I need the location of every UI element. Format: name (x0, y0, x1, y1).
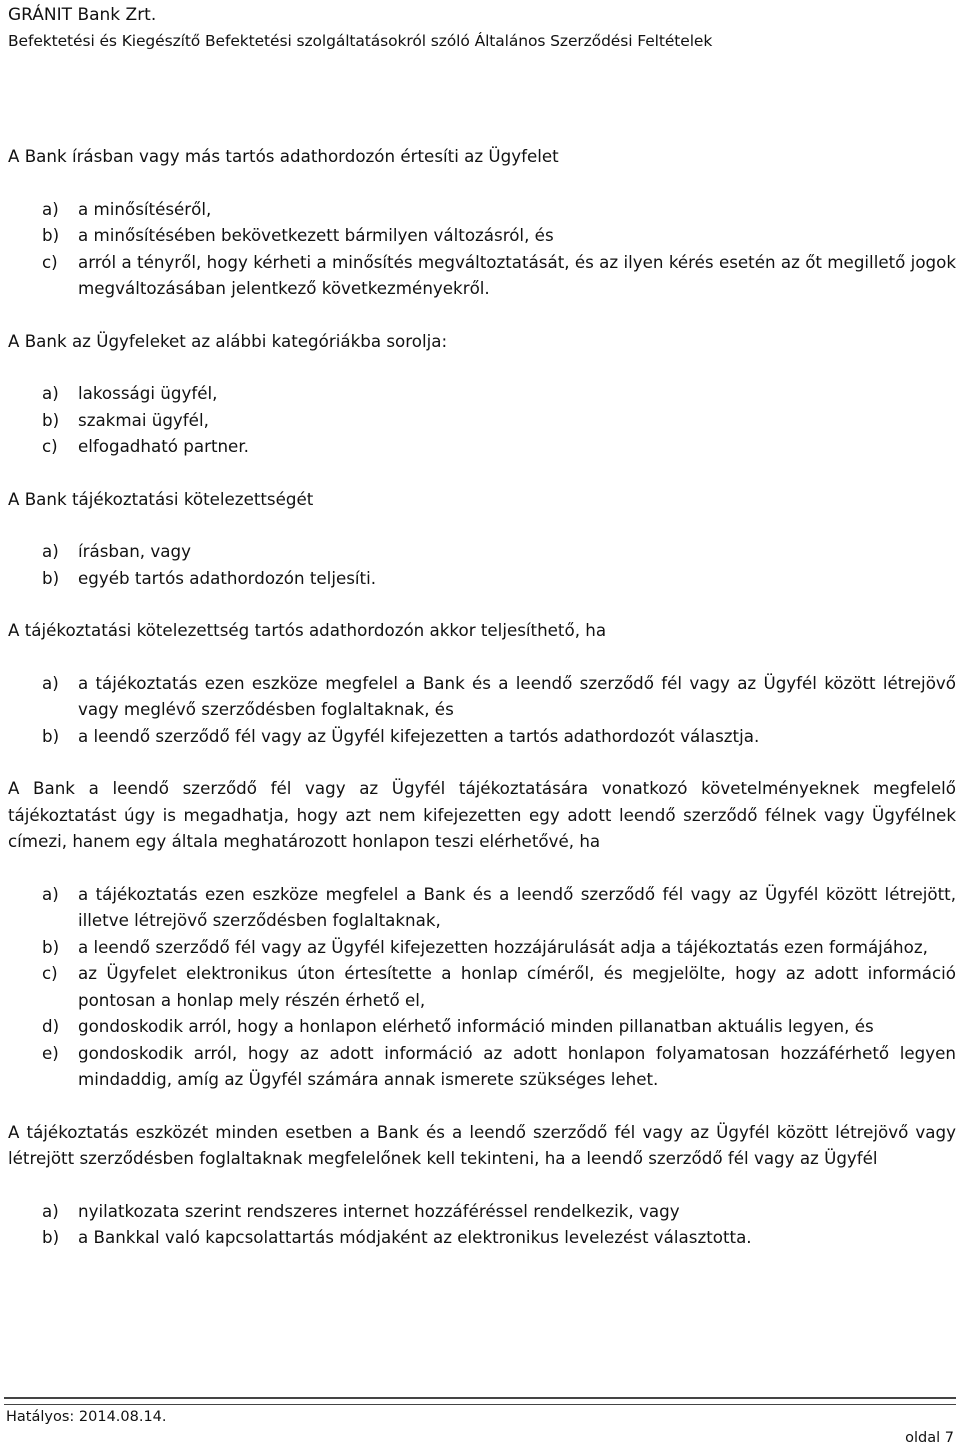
list-item-text: elfogadható partner. (78, 436, 249, 456)
list-item (8, 380, 956, 407)
list-item-text: gondoskodik arról, hogy az adott információ az adott honlapon folyamatosan hozzáférhető legyen mindaddig, amíg az Ügyfél számára annak ismerete szükséges lehet. (78, 1042, 956, 1089)
list-item-text: a tájékoztatás ezen eszköze megfelel a Bank és a leendő szerződő fél vagy az Ügyfél között létrejött, illetve létrejövő szerződésben foglaltaknak, (78, 883, 956, 930)
list-item (8, 723, 956, 750)
list-item (8, 565, 956, 592)
list-information-duty (8, 538, 956, 591)
list-item (8, 433, 956, 460)
list-item-marker: d) (42, 1016, 60, 1036)
list-item-text: a tájékoztatás ezen eszköze megfelel a Bank és a leendő szerződő fél vagy az Ügyfél között létrejövő vagy meglévő szerződésben foglaltaknak, és (78, 672, 956, 719)
list-item-marker: b) (42, 725, 60, 746)
list-item (8, 1040, 956, 1093)
list-item-marker: e) (42, 1042, 59, 1063)
list-item-text: a Bankkal való kapcsolattartás módjaként az elektronikus levelezést választotta. (78, 1227, 752, 1247)
list-item-marker: a) (42, 1200, 59, 1221)
list-item-text: a minősítéséről, (78, 198, 212, 219)
list-item-text: egyéb tartós adathordozón teljesíti. (78, 567, 377, 588)
list-item-marker: a) (42, 541, 59, 561)
list-item-text: gondoskodik arról, hogy a honlapon elérhető információ minden pillanatban aktuális legyen, és (78, 1016, 874, 1036)
list-item (8, 249, 956, 302)
list-item (8, 934, 956, 961)
footer-effective-date: Hatályos: 2014.08.14. (6, 1409, 167, 1425)
list-means-conditions (8, 1198, 956, 1251)
list-item-marker: b) (42, 1227, 60, 1247)
list-item-marker: c) (42, 436, 58, 456)
list-item-marker: a) (42, 383, 59, 403)
list-item (8, 1198, 956, 1225)
list-item-marker: b) (42, 936, 60, 957)
list-item-marker: b) (42, 225, 60, 245)
list-item-text: szakmai ügyfél, (78, 409, 209, 430)
list-item (8, 196, 956, 223)
paragraph-means: A tájékoztatás eszközét minden esetben a Bank és a leendő szerződő fél vagy az Ügyfél között létrejövő vagy létrejött szerződésben foglaltaknak megfelelőnek kell tekinteni, ha a leendő szerződő fél vagy az Ügyfél (8, 1121, 956, 1168)
list-item-marker: a) (42, 198, 59, 219)
list-item-text: a minősítésében bekövetkezett bármilyen változásról, és (78, 225, 554, 245)
list-item-marker: c) (42, 251, 58, 272)
list-item-marker: b) (42, 409, 60, 430)
footer-page-number: oldal 7 (905, 1430, 954, 1446)
list-item-text: nyilatkozata szerint rendszeres internet hozzáféréssel rendelkezik, vagy (78, 1200, 680, 1221)
list-item-marker: b) (42, 567, 60, 588)
list-item (8, 538, 956, 565)
list-item-text: lakossági ügyfél, (78, 383, 218, 403)
paragraph-information-duty: A Bank tájékoztatási kötelezettségét (8, 488, 314, 509)
list-client-categories (8, 380, 956, 460)
list-item (8, 1013, 956, 1040)
list-item-text: a leendő szerződő fél vagy az Ügyfél kifejezetten a tartós adathordozót választja. (78, 725, 760, 746)
list-item (8, 960, 956, 1013)
footer-divider (4, 1397, 956, 1405)
header-company: GRÁNIT Bank Zrt. (8, 5, 157, 25)
list-item (8, 881, 956, 934)
page-header (8, 2, 712, 54)
list-item-marker: c) (42, 963, 58, 983)
list-item-text: arról a tényről, hogy kérheti a minősítés megváltoztatását, és az ilyen kérés esetén az őt megillető jogok megváltozásában jelentkező következményekről. (78, 251, 956, 298)
list-item (8, 407, 956, 434)
list-notification-items (8, 196, 956, 302)
list-item (8, 670, 956, 723)
paragraph-website: A Bank a leendő szerződő fél vagy az Ügyfél tájékoztatására vonatkozó követelményeknek megfelelő tájékoztatást úgy is megadhatja, hogy azt nem kifejezetten egy adott leendő szerződő félnek vagy Ügyfélnek címezi, hanem egy általa meghatározott honlapon teszi elérhetővé, ha (8, 778, 956, 851)
list-website-conditions (8, 881, 956, 1093)
list-item-text: írásban, vagy (78, 541, 191, 561)
paragraph-notification: A Bank írásban vagy más tartós adathordozón értesíti az Ügyfelet (8, 146, 559, 166)
paragraph-categories: A Bank az Ügyfeleket az alábbi kategóriákba sorolja: (8, 330, 448, 351)
paragraph-durable-medium: A tájékoztatási kötelezettség tartós adathordozón akkor teljesíthető, ha (8, 620, 607, 640)
document-body (8, 143, 956, 1251)
list-durable-medium (8, 670, 956, 750)
list-item-text: a leendő szerződő fél vagy az Ügyfél kifejezetten hozzájárulását adja a tájékoztatás ezen formájához, (78, 936, 928, 957)
list-item (8, 1224, 956, 1251)
list-item (8, 222, 956, 249)
list-item-marker: a) (42, 883, 59, 904)
list-item-marker: a) (42, 672, 59, 693)
list-item-text: az Ügyfelet elektronikus úton értesítette a honlap címéről, és megjelölte, hogy az adott információ pontosan a honlap mely részén érhető el, (78, 963, 956, 1010)
header-title: Befektetési és Kiegészítő Befektetési szolgáltatásokról szóló Általános Szerződési Feltételek (8, 32, 713, 50)
